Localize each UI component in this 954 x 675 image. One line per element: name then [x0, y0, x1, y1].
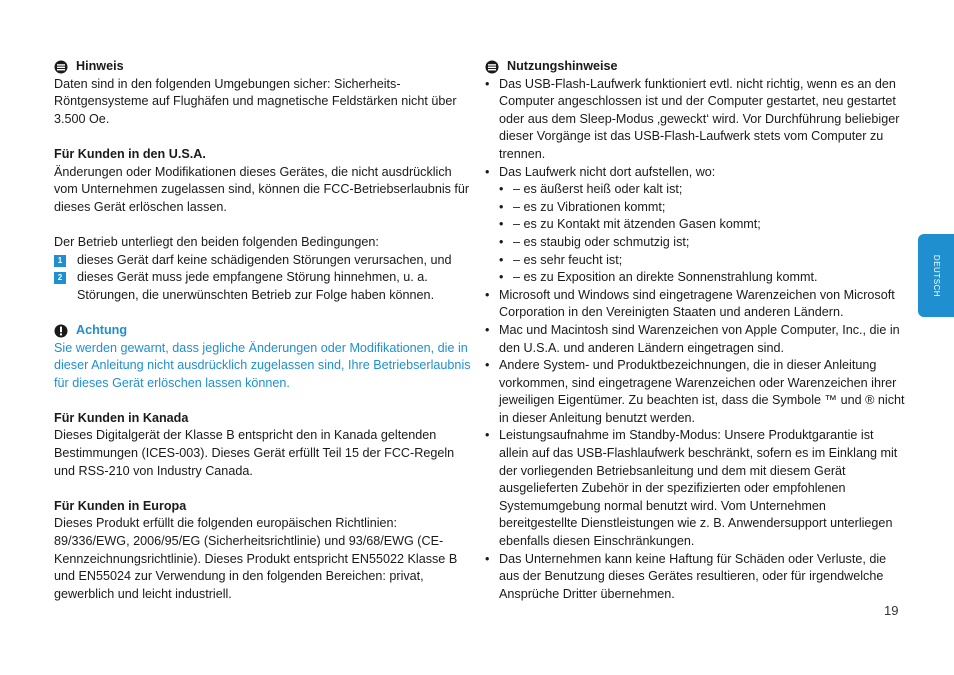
language-tab: [918, 234, 954, 317]
kanada-heading: Für Kunden in Kanada: [54, 410, 189, 425]
achtung-heading: [54, 322, 474, 340]
europa-text: Dieses Produkt erfüllt die folgenden europäischen Richtlinien: 89/336/EWG, 2006/95/EG (Sicherheitsrichtlinie) und 93/68/EWG (CE-Kennzeichnungsrichtlinie). Dieses Produkt entspricht EN55022 Klasse B und EN55024 zur Verwendung in den folgenden Bereichen: privat, gewerblich und leicht industriell.: [54, 516, 458, 601]
sub-list-item: • – es zu Kontakt mit ätzenden Gasen kommt;: [499, 216, 905, 234]
language-tab-label: DEUTSCH: [931, 254, 941, 297]
condition-item: [54, 269, 474, 304]
page-number: 19: [884, 603, 899, 618]
condition-item: [54, 252, 474, 270]
sub-list-item: • – es sehr feucht ist;: [499, 252, 905, 270]
hinweis-heading: [54, 58, 474, 76]
list-item: • Andere System- und Produktbezeichnungen, die in dieser Anleitung vorkommen, sind eingetragene Warenzeichen oder Warenzeichen ihrer jeweiligen Eigentümer. Zu beachten ist, dass die Symbole ™ und ® nicht in dieser Anleitung benutzt werden.: [485, 357, 905, 427]
number-badge: 2: [54, 272, 66, 284]
nutzung-heading: [485, 58, 905, 76]
list-item: • Microsoft und Windows sind eingetragene Warenzeichen von Microsoft Corporation in den Vereinigten Staaten und anderen Ländern.: [485, 287, 905, 322]
list-item: • Das USB-Flash-Laufwerk funktioniert evtl. nicht richtig, wenn es an den Computer angeschlossen ist und der Computer gestartet, neu gestartet oder aus dem Sleep-Modus ‚geweckt‘ wird. Vor Durchführung beliebiger dieser Vorgänge ist das USB-Flash-Laufwerk stets vom Computer zu trennen.: [485, 76, 905, 164]
left-column: [54, 58, 474, 603]
usa-text: Änderungen oder Modifikationen dieses Gerätes, die nicht ausdrücklich vom Unternehmen zugelassen sind, können die FCC-Betriebserlaubnis für dieses Gerät erlöschen lassen.: [54, 164, 470, 214]
hinweis-title: Hinweis: [76, 59, 124, 73]
europa-heading: Für Kunden in Europa: [54, 498, 187, 513]
sub-list: [499, 181, 905, 287]
list-item: • Mac und Macintosh sind Warenzeichen von Apple Computer, Inc., die in den U.S.A. und anderen Ländern eingetragen sind.: [485, 322, 905, 357]
sub-list-item: • – es staubig oder schmutzig ist;: [499, 234, 905, 252]
right-column: [485, 58, 905, 603]
usage-list: [485, 76, 905, 604]
usa-heading: Für Kunden in den U.S.A.: [54, 146, 206, 161]
kanada-text: Dieses Digitalgerät der Klasse B entspricht den in Kanada geltenden Bestimmungen (ICES-003). Dieses Gerät erfüllt Teil 15 der FCC-Regeln und RSS-210 von Industry Canada.: [54, 428, 455, 478]
conditions-intro: Der Betrieb unterliegt den beiden folgenden Bedingungen:: [54, 234, 379, 249]
list-item: • Das Unternehmen kann keine Haftung für Schäden oder Verluste, die aus der Benutzung dieses Gerätes resultieren, oder für irgendwelche Ansprüche Dritter übernehmen.: [485, 551, 905, 604]
achtung-text: Sie werden gewarnt, dass jegliche Änderungen oder Modifikationen, die in dieser Anleitung nicht ausdrücklich zugelassen sind, Ihre Betriebserlaubnis für dieses Gerät erlöschen lassen können.: [54, 340, 471, 390]
list-item-intro: Das Laufwerk nicht dort aufstellen, wo:: [499, 164, 716, 179]
note-icon: [54, 60, 68, 74]
achtung-title: Achtung: [76, 322, 128, 337]
number-badge: 1: [54, 255, 66, 267]
sub-list-item: • – es äußerst heiß oder kalt ist;: [499, 181, 905, 199]
nutzung-title: Nutzungshinweise: [507, 59, 618, 73]
warning-icon: [54, 324, 68, 338]
sub-list-item: • – es zu Exposition an direkte Sonnenstrahlung kommt.: [499, 269, 905, 287]
condition-text: dieses Gerät muss jede empfangene Störung hinnehmen, u. a. Störungen, die unerwünschten Betrieb zur Folge haben können.: [77, 270, 435, 302]
note-icon: [485, 60, 499, 74]
list-item: • Leistungsaufnahme im Standby-Modus: Unsere Produktgarantie ist allein auf das USB-Flashlaufwerk beschränkt, sofern es im Einklang mit der vorliegenden Betriebsanleitung und dem mit diesem Gerät ausgelieferten Zubehör in der spezifizierten oder empfohlenen Systemumgebung normal benutzt wird. Vom Unternehmen bereitgestellte Dienstleistungen wie z. B. Anwendersupport unterliegen ebenfalls diesen Einschränkungen.: [485, 427, 905, 550]
sub-list-item: • – es zu Vibrationen kommt;: [499, 199, 905, 217]
list-item: [485, 164, 905, 287]
hinweis-text: Daten sind in den folgenden Umgebungen sicher: Sicherheits-Röntgensysteme auf Flughäfen und magnetische Feldstärken nicht über 3.500 Oe.: [54, 76, 457, 126]
condition-text: dieses Gerät darf keine schädigenden Störungen verursachen, und: [77, 252, 452, 267]
